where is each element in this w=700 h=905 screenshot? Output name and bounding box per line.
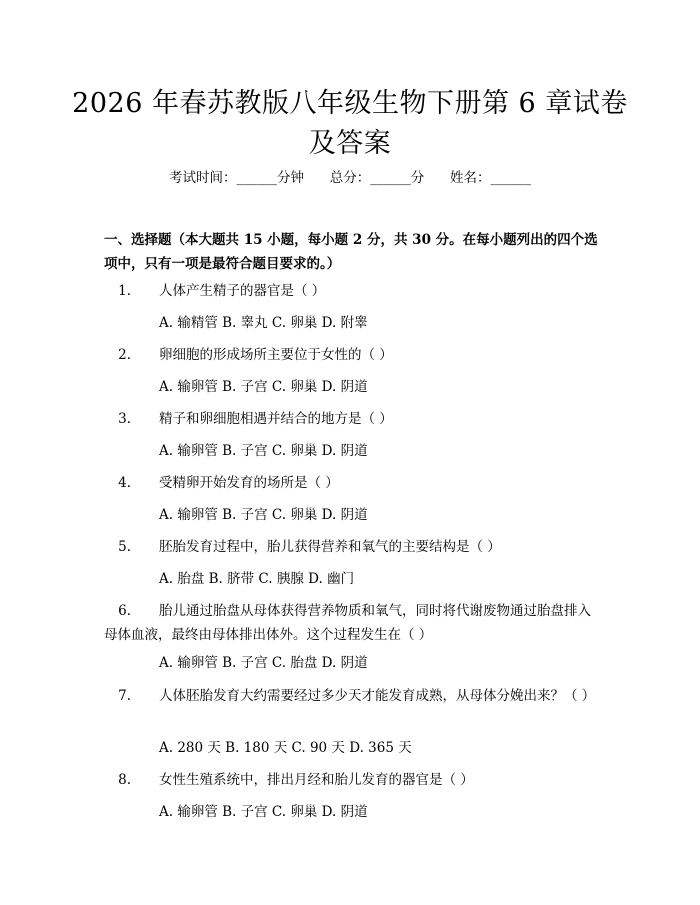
question-text: 人体产生精子的器官是（ ）	[159, 283, 326, 299]
question-2-options: A. 输卵管 B. 子宫 C. 卵巢 D. 阴道	[159, 379, 368, 395]
question-6-options: A. 输卵管 B. 子宫 C. 胎盘 D. 阴道	[159, 655, 368, 671]
question-number: 5.	[118, 539, 131, 555]
question-2	[104, 343, 600, 367]
question-text: 胚胎发育过程中，胎儿获得营养和氧气的主要结构是（ ）	[159, 539, 501, 555]
page-title: 2026 年春苏教版八年级生物下册第 6 章试卷及答案	[72, 88, 628, 159]
exam-info-line: 考试时间：______分钟 总分：______分 姓名：______	[169, 170, 531, 186]
question-6	[104, 599, 600, 647]
question-5	[104, 535, 600, 559]
question-number: 3.	[118, 411, 131, 427]
question-7-options: A. 280 天 B. 180 天 C. 90 天 D. 365 天	[159, 740, 412, 756]
question-4	[104, 471, 600, 495]
question-text: 胎儿通过胎盘从母体获得营养物质和氧气，同时将代谢废物通过胎盘排入母体血液，最终由母体排出体外。这个过程发生在（ ）	[104, 603, 591, 643]
question-text: 精子和卵细胞相遇并结合的地方是（ ）	[159, 411, 393, 427]
question-number: 1.	[118, 283, 131, 299]
question-number: 7.	[118, 688, 131, 704]
question-8-options: A. 输卵管 B. 子宫 C. 卵巢 D. 阴道	[159, 804, 368, 820]
question-7	[104, 684, 600, 708]
question-number: 8.	[118, 772, 131, 788]
question-number: 6.	[118, 603, 131, 619]
section-heading: 一、选择题（本大题共 15 小题，每小题 2 分，共 30 分。在每小题列出的四个选项中，只有一项是最符合题目要求的。）	[104, 232, 598, 272]
question-1-options: A. 输精管 B. 睾丸 C. 卵巢 D. 附睾	[159, 315, 368, 331]
question-5-options: A. 胎盘 B. 脐带 C. 胰腺 D. 幽门	[159, 571, 355, 587]
question-text: 人体胚胎发育大约需要经过多少天才能发育成熟，从母体分娩出来？（ ）	[159, 688, 596, 704]
question-8	[104, 768, 600, 792]
question-3	[104, 407, 600, 431]
question-3-options: A. 输卵管 B. 子宫 C. 卵巢 D. 阴道	[159, 443, 368, 459]
question-number: 4.	[118, 475, 131, 491]
question-text: 受精卵开始发育的场所是（ ）	[159, 475, 339, 491]
question-number: 2.	[118, 347, 131, 363]
question-1	[104, 279, 600, 303]
question-4-options: A. 输卵管 B. 子宫 C. 卵巢 D. 阴道	[159, 507, 368, 523]
question-text: 女性生殖系统中，排出月经和胎儿发育的器官是（ ）	[159, 772, 474, 788]
question-text: 卵细胞的形成场所主要位于女性的（ ）	[159, 347, 393, 363]
